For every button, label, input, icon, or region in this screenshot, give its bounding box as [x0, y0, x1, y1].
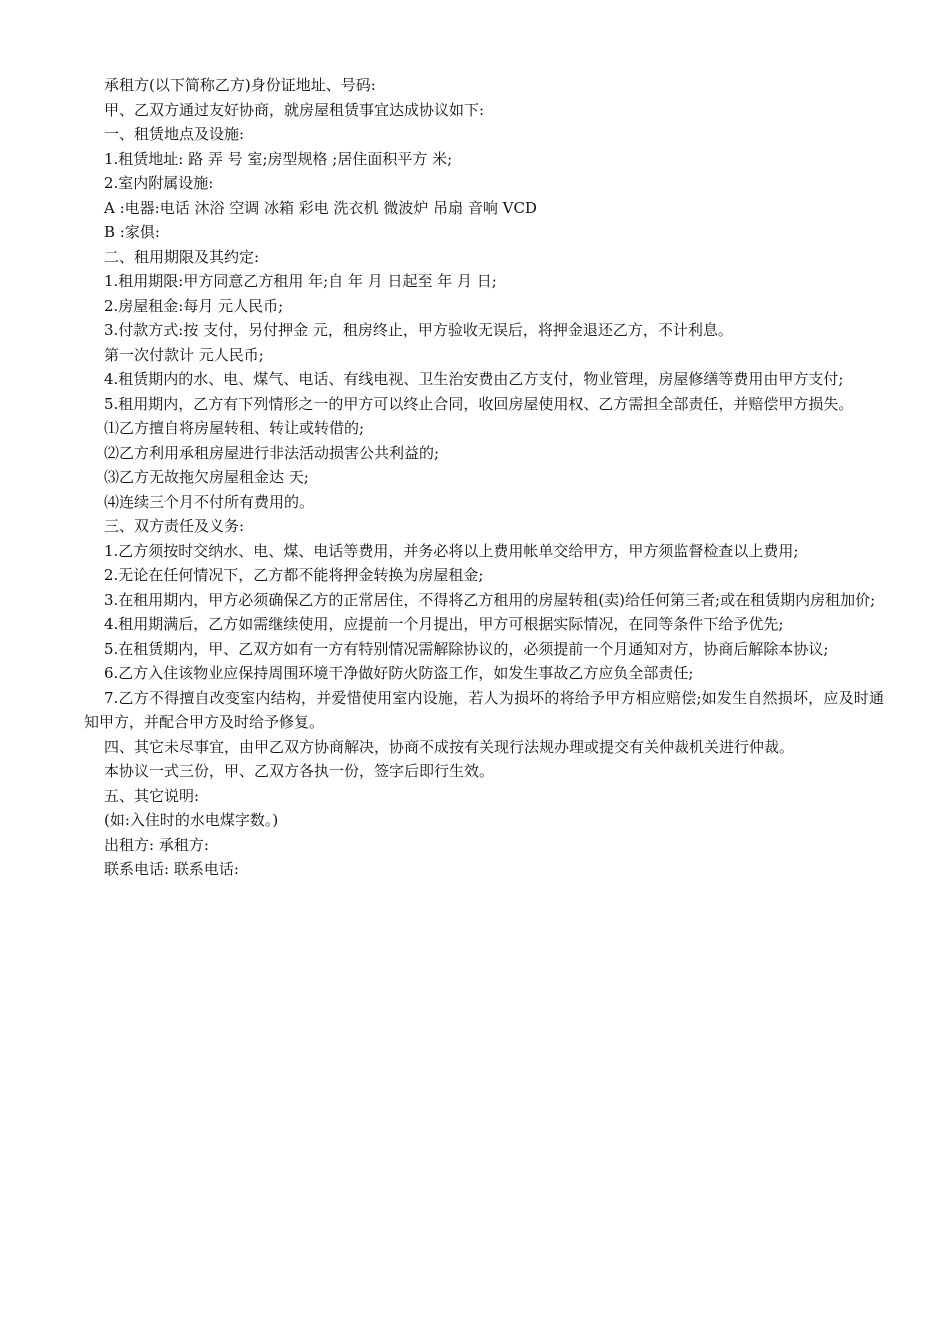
clause-1-1-address: 1.租赁地址: 路 弄 号 室;房型规格 ;居住面积平方 米;	[104, 149, 453, 168]
clause-2-1-term: 1.租用期限:甲方同意乙方租用 年;自 年 月 日起至 年 月 日;	[104, 272, 497, 290]
termination-item-3: ⑶乙方无故拖欠房屋租金达 天;	[104, 468, 309, 486]
signature-parties-line: 出租方: 承租方:	[104, 835, 209, 854]
section-1-heading: 一、租赁地点及设施:	[104, 125, 245, 143]
contact-phone-line: 联系电话: 联系电话:	[104, 860, 239, 878]
lessee-id-line: 承租方(以下简称乙方)身份证地址、号码:	[104, 76, 376, 94]
clause-3-1: 1.乙方须按时交纳水、电、煤、电话等费用，并务必将以上费用帐单交给甲方，甲方须监督检查以上费用;	[104, 541, 799, 560]
agreement-intro: 甲、乙双方通过友好协商，就房屋租赁事宜达成协议如下:	[104, 100, 485, 119]
clause-3-2: 2.无论在任何情况下，乙方都不能将押金转换为房屋租金;	[104, 566, 484, 584]
clause-1-2-facilities: 2.室内附属设施:	[104, 174, 214, 192]
clause-2-5-termination: 5.租用期内，乙方有下列情形之一的甲方可以终止合同，收回房屋使用权、乙方需担全部责任，并赔偿甲方损失。	[104, 394, 854, 413]
section-3-heading: 三、双方责任及义务:	[104, 517, 245, 535]
clause-2-2-rent: 2.房屋租金:每月 元人民币;	[104, 296, 284, 315]
clause-2-4-utilities: 4.租赁期内的水、电、煤气、电话、有线电视、卫生治安费由乙方支付，物业管理，房屋修缮等费用由甲方支付;	[104, 370, 844, 388]
facilities-furniture: B :家俱:	[104, 223, 160, 241]
termination-item-2: ⑵乙方利用承租房屋进行非法活动损害公共利益的;	[104, 443, 440, 462]
clause-3-5: 5.在租赁期内，甲、乙双方如有一方有特别情况需解除协议的，必须提前一个月通知对方，协商后解除本协议;	[104, 639, 829, 658]
contract-body	[84, 73, 884, 882]
clause-3-6: 6.乙方入住该物业应保持周围环境干净做好防火防盗工作，如发生事故乙方应负全部责任;	[104, 664, 694, 682]
termination-item-4: ⑷连续三个月不付所有费用的。	[104, 492, 315, 511]
clause-3-3: 3.在租用期内，甲方必须确保乙方的正常居住，不得将乙方租用的房屋转租(卖)给任何第三者;或在租赁期内房租加价;	[104, 590, 876, 609]
clause-3-4: 4.租用期满后，乙方如需继续使用，应提前一个月提出，甲方可根据实际情况，在同等条件下给予优先;	[104, 615, 784, 633]
termination-item-1: ⑴乙方擅自将房屋转租、转让或转借的;	[104, 419, 365, 437]
first-payment-line: 第一次付款计 元人民币;	[104, 345, 264, 364]
section-5-heading: 五、其它说明:	[104, 786, 200, 805]
other-notes-example: (如:入住时的水电煤字数。)	[104, 811, 279, 829]
clause-2-3-payment: 3.付款方式:按 支付，另付押金 元，租房终止，甲方验收无误后，将押金退还乙方，不计利息。	[104, 321, 733, 339]
copies-effective-line: 本协议一式三份，甲、乙双方各执一份，签字后即行生效。	[104, 762, 495, 780]
clause-3-7: 7.乙方不得擅自改变室内结构，并爱惜使用室内设施，若人为损坏的将给予甲方相应赔偿;如发生自然损坏，应及时通知甲方，并配合甲方及时给予修复。	[84, 688, 884, 731]
section-2-heading: 二、租用期限及其约定:	[104, 247, 260, 266]
facilities-appliances: A :电器:电话 沐浴 空调 冰箱 彩电 洗衣机 微波炉 吊扇 音响 VCD	[104, 198, 537, 217]
section-4-other-matters: 四、其它未尽事宜，由甲乙双方协商解决，协商不成按有关现行法规办理或提交有关仲裁机关进行仲裁。	[104, 737, 795, 756]
